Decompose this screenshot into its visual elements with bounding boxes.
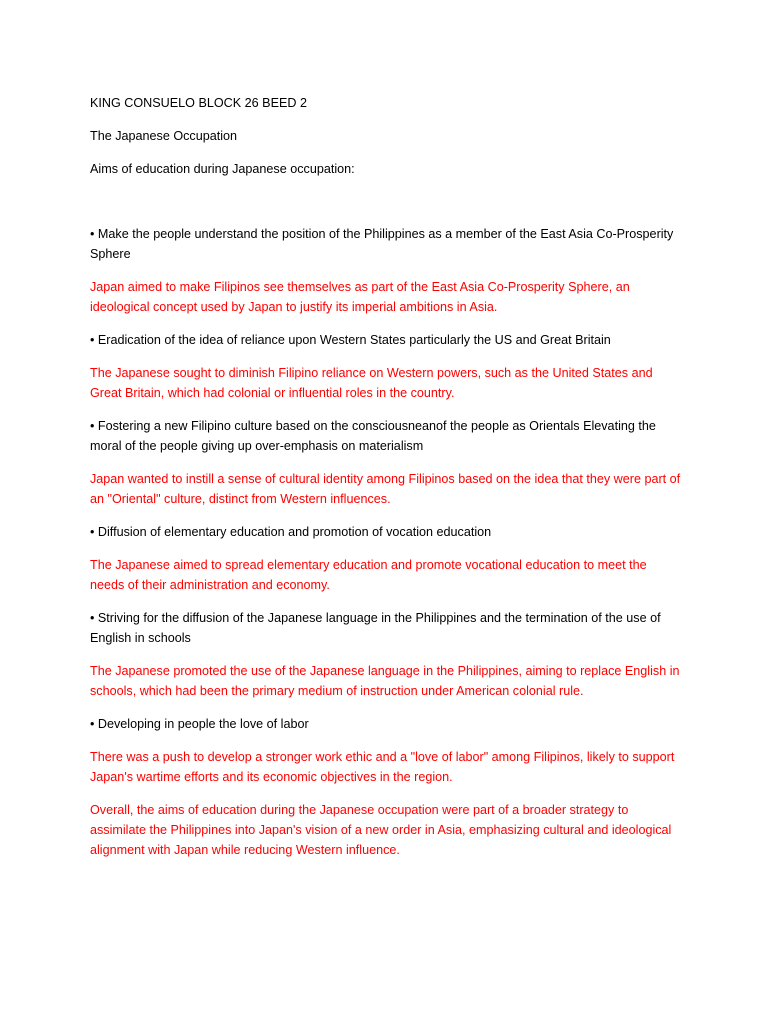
aim-point-6: • Developing in people the love of labor xyxy=(90,717,309,731)
conclusion-paragraph: Overall, the aims of education during the Japanese occupation were part of a broader strategy to assimilate the Philippines into Japan's vision of a new order in Asia, emphasizing cultural and ideological alignment with Japan while reducing Western influence. xyxy=(90,803,672,857)
aim-explanation-1: Japan aimed to make Filipinos see themselves as part of the East Asia Co-Prosperity Sphere, an ideological concept used by Japan to justify its imperial ambitions in Asia. xyxy=(90,280,630,314)
aim-explanation-2: The Japanese sought to diminish Filipino reliance on Western powers, such as the United States and Great Britain, which had colonial or influential roles in the country. xyxy=(90,366,653,400)
document-title: The Japanese Occupation xyxy=(90,129,238,143)
aim-point-1: • Make the people understand the position of the Philippines as a member of the East Asia Co-Prosperity Sphere xyxy=(90,227,674,261)
aim-explanation-6: There was a push to develop a stronger work ethic and a "love of labor" among Filipinos, likely to support Japan's wartime efforts and its economic objectives in the region. xyxy=(90,750,675,784)
student-header: KING CONSUELO BLOCK 26 BEED 2 xyxy=(90,96,307,110)
aim-point-5: • Striving for the diffusion of the Japanese language in the Philippines and the termination of the use of English in schools xyxy=(90,611,661,645)
aim-point-4: • Diffusion of elementary education and promotion of vocation education xyxy=(90,525,492,539)
aim-explanation-5: The Japanese promoted the use of the Japanese language in the Philippines, aiming to replace English in schools, which had been the primary medium of instruction under American colonial rule. xyxy=(90,664,680,698)
aim-point-2: • Eradication of the idea of reliance upon Western States particularly the US and Great Britain xyxy=(90,333,611,347)
aims-intro: Aims of education during Japanese occupation: xyxy=(90,162,355,176)
aim-explanation-4: The Japanese aimed to spread elementary education and promote vocational education to meet the needs of their administration and economy. xyxy=(90,558,647,592)
document-content xyxy=(90,93,682,860)
aim-point-3: • Fostering a new Filipino culture based on the consciousneanof the people as Orientals Elevating the moral of the people giving up over-emphasis on materialism xyxy=(90,419,656,453)
aim-explanation-3: Japan wanted to instill a sense of cultural identity among Filipinos based on the idea that they were part of an "Oriental" culture, distinct from Western influences. xyxy=(90,472,681,506)
